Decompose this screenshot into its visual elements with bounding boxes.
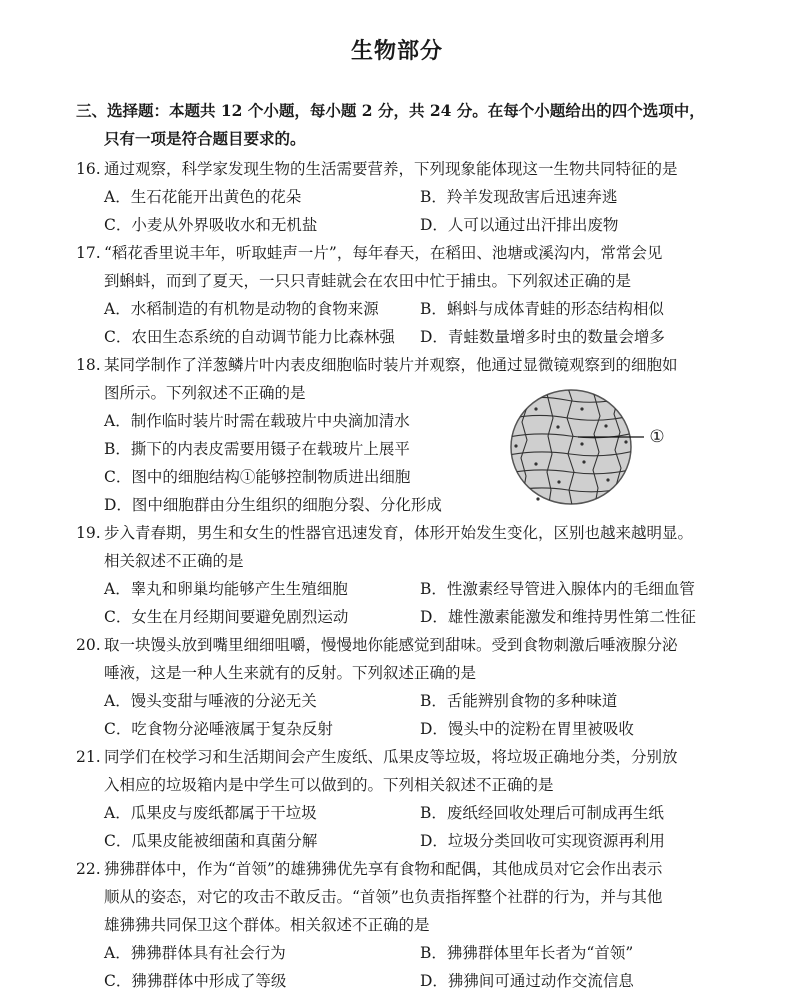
- question-17-number: 17.: [76, 244, 101, 262]
- question-20-option-c[interactable]: C．吃食物分泌唾液属于复杂反射: [104, 720, 333, 738]
- question-16-option-a[interactable]: A．生石花能开出黄色的花朵: [104, 188, 302, 206]
- question-21-stem-line-1: 同学们在校学习和生活期间会产生废纸、瓜果皮等垃圾，将垃圾正确地分类，分别放: [104, 748, 678, 766]
- onion-cell-micrograph: [496, 382, 646, 512]
- question-16-option-b[interactable]: B．羚羊发现敌害后迅速奔逃: [420, 188, 618, 206]
- question-22-number: 22.: [76, 860, 101, 878]
- question-17-option-d[interactable]: D．青蛙数量增多时虫的数量会增多: [420, 328, 665, 346]
- question-19-option-d[interactable]: D．雄性激素能激发和维持男性第二性征: [420, 608, 696, 626]
- question-17-stem-line-1: “稻花香里说丰年，听取蛙声一片”，每年春天，在稻田、池塘或溪沟内，常常会见: [104, 244, 663, 262]
- section-heading-line-1: 三、选择题：本题共 12 个小题，每小题 2 分，共 24 分。在每个小题给出的四个选项中，: [76, 101, 705, 120]
- question-19-number: 19.: [76, 524, 101, 542]
- question-20-stem-line-1: 取一块馒头放到嘴里细细咀嚼，慢慢地你能感觉到甜味。受到食物刺激后唾液腺分泌: [104, 636, 678, 654]
- question-20-stem-line-2: 唾液，这是一种人生来就有的反射。下列叙述正确的是: [104, 664, 477, 682]
- question-19-option-c[interactable]: C．女生在月经期间要避免剧烈运动: [104, 608, 349, 626]
- question-22-option-d[interactable]: D．狒狒间可通过动作交流信息: [420, 972, 634, 990]
- question-20-number: 20.: [76, 636, 101, 654]
- question-22-option-c[interactable]: C．狒狒群体中形成了等级: [104, 972, 287, 990]
- figure-label-1: ①: [649, 427, 665, 447]
- question-16-number: 16.: [76, 160, 101, 178]
- question-22-stem-line-3: 雄狒狒共同保卫这个群体。相关叙述不正确的是: [104, 916, 430, 934]
- question-21-option-d[interactable]: D．垃圾分类回收可实现资源再利用: [420, 832, 665, 850]
- question-18-option-b[interactable]: B．撕下的内表皮需要用镊子在载玻片上展平: [104, 440, 410, 458]
- question-21-option-c[interactable]: C．瓜果皮能被细菌和真菌分解: [104, 832, 318, 850]
- question-18-option-c[interactable]: C．图中的细胞结构①能够控制物质进出细胞: [104, 468, 411, 486]
- question-22-stem-line-2: 顺从的姿态，对它的攻击不敢反击。“首领”也负责指挥整个社群的行为，并与其他: [104, 888, 663, 906]
- question-18-option-d[interactable]: D．图中细胞群由分生组织的细胞分裂、分化形成: [104, 496, 442, 514]
- question-21-number: 21.: [76, 748, 101, 766]
- question-21-option-b[interactable]: B．废纸经回收处理后可制成再生纸: [420, 804, 664, 822]
- question-17-option-a[interactable]: A．水稻制造的有机物是动物的食物来源: [104, 300, 379, 318]
- question-21-option-a[interactable]: A．瓜果皮与废纸都属于干垃圾: [104, 804, 317, 822]
- question-16-option-d[interactable]: D．人可以通过出汗排出废物: [420, 216, 619, 234]
- question-18-stem-line-2: 图所示。下列叙述不正确的是: [104, 384, 306, 402]
- question-20-option-b[interactable]: B．舌能辨别食物的多种味道: [420, 692, 618, 710]
- question-17-stem-line-2: 到蝌蚪，而到了夏天，一只只青蛙就会在农田中忙于捕虫。下列叙述正确的是: [104, 272, 632, 290]
- question-19-option-b[interactable]: B．性激素经导管进入腺体内的毛细血管: [420, 580, 695, 598]
- question-19-option-a[interactable]: A．睾丸和卵巢均能够产生生殖细胞: [104, 580, 348, 598]
- question-22-option-a[interactable]: A．狒狒群体具有社会行为: [104, 944, 286, 962]
- question-18-number: 18.: [76, 356, 101, 374]
- question-20-option-a[interactable]: A．馒头变甜与唾液的分泌无关: [104, 692, 317, 710]
- question-17-option-c[interactable]: C．农田生态系统的自动调节能力比森林强: [104, 328, 395, 346]
- page-title: 生物部分: [350, 39, 443, 64]
- question-22-option-b[interactable]: B．狒狒群体里年长者为“首领”: [420, 944, 634, 962]
- question-18-option-a[interactable]: A．制作临时装片时需在载玻片中央滴加清水: [104, 412, 410, 430]
- question-21-stem-line-2: 入相应的垃圾箱内是中学生可以做到的。下列相关叙述不正确的是: [104, 776, 554, 794]
- question-19-stem-line-2: 相关叙述不正确的是: [104, 552, 244, 570]
- question-19-stem-line-1: 步入青春期，男生和女生的性器官迅速发育，体形开始发生变化，区别也越来越明显。: [104, 524, 694, 542]
- question-17-option-b[interactable]: B．蝌蚪与成体青蛙的形态结构相似: [420, 300, 664, 318]
- question-22-stem-line-1: 狒狒群体中，作为“首领”的雄狒狒优先享有食物和配偶，其他成员对它会作出表示: [104, 860, 663, 878]
- question-20-option-d[interactable]: D．馒头中的淀粉在胃里被吸收: [420, 720, 634, 738]
- question-16-stem: 通过观察，科学家发现生物的生活需要营养，下列现象能体现这一生物共同特征的是: [104, 160, 678, 178]
- question-16-option-c[interactable]: C．小麦从外界吸收水和无机盐: [104, 216, 318, 234]
- section-heading-line-2: 只有一项是符合题目要求的。: [104, 129, 306, 148]
- question-18-stem-line-1: 某同学制作了洋葱鳞片叶内表皮细胞临时装片并观察，他通过显微镜观察到的细胞如: [104, 356, 678, 374]
